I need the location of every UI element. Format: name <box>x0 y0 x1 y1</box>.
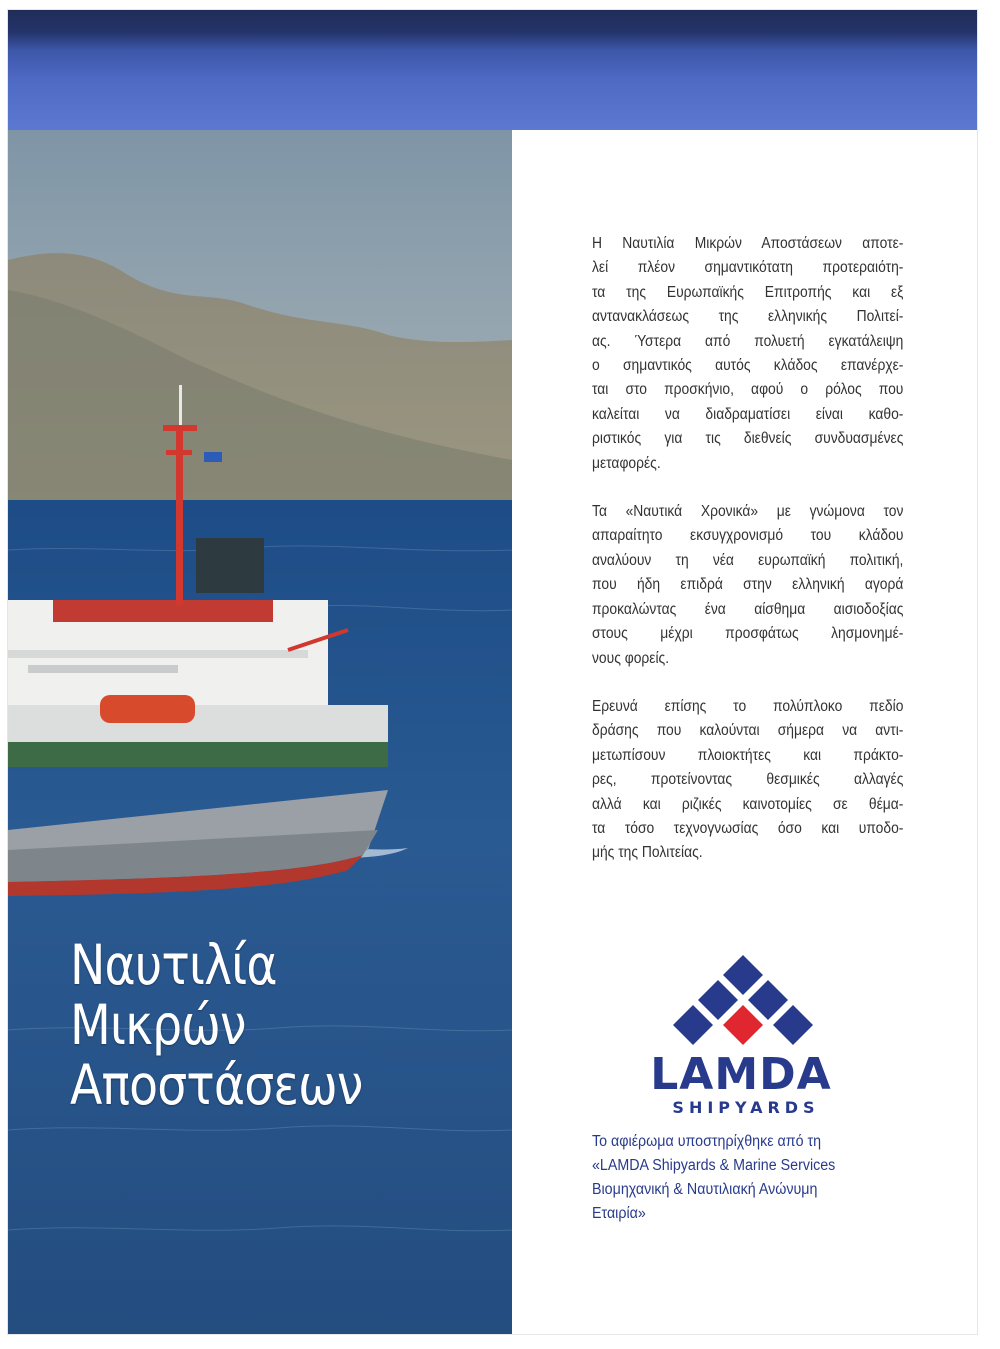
text-line: λεί πλέον σημαντικότατη προτεραιότη- <box>592 259 904 277</box>
top-color-band <box>8 10 977 130</box>
text-line: μετωπίσουν πλοιοκτήτες και πράκτο- <box>592 746 904 764</box>
logo-diamond <box>673 1005 713 1045</box>
text-line: ριστικός για τις διεθνείς συνδυασμένες <box>592 430 904 448</box>
logo-diamond <box>723 955 763 995</box>
article-paragraph <box>592 695 903 866</box>
text-line: ο σημαντικός αυτός κλάδος επανέρχε- <box>592 357 904 375</box>
cover-title-line: Μικρών <box>70 993 246 1057</box>
text-line: τα της Ευρωπαϊκής Επιτροπής και εξ <box>592 283 904 301</box>
credit-line: «LAMDA Shipyards & Marine Services <box>592 1157 836 1174</box>
text-line: ας. Ύστερα από πολυετή εγκατάλειψη <box>592 332 904 350</box>
text-line: αλλά και ριζικές καινοτομίες σε θέμα- <box>592 795 904 813</box>
logo-diamonds <box>673 955 813 1045</box>
text-line: στους μέχρι προσφάτως λησμονημέ- <box>592 625 904 643</box>
cover-title-line: Αποστάσεων <box>70 1053 363 1117</box>
text-line: δράσης που καλούνται σήμερα να αντι- <box>592 722 904 740</box>
ship-photo <box>8 130 512 1334</box>
text-line: καλείται να διαδραματίσει είναι καθο- <box>592 405 904 423</box>
credit-line: Βιομηχανική & Ναυτιλιακή Ανώνυμη <box>592 1181 818 1198</box>
text-line: αναλύουν τη νέα ευρωπαϊκή πολιτική, <box>592 551 904 569</box>
text-line: μής της Πολιτείας. <box>592 844 703 862</box>
text-line: απαραίτητο εκσυγχρονισμό του κλάδου <box>592 527 904 545</box>
cover-title <box>70 935 440 1115</box>
text-line: μεταφορές. <box>592 454 661 472</box>
text-line: Ερευνά επίσης το πολύπλοκο πεδίο <box>592 697 904 715</box>
logo-subtitle: SHIPYARDS <box>672 1098 820 1117</box>
text-line: νους φορείς. <box>592 649 670 667</box>
text-line: Η Ναυτιλία Μικρών Αποστάσεων αποτε- <box>592 235 904 252</box>
article-paragraph <box>592 232 903 476</box>
article-paragraph <box>592 500 903 671</box>
text-line: ται στο προσκήνιο, αφού ο ρόλος που <box>592 381 904 399</box>
logo-diamond <box>698 980 738 1020</box>
ship-at-sea-illustration <box>8 130 512 1334</box>
credit-line: Το αφιέρωμα υποστηρίχθηκε από τη <box>592 1133 822 1150</box>
logo-wordmark: LAMDA <box>650 1049 832 1100</box>
article-text <box>592 232 903 890</box>
logo-diamond <box>773 1005 813 1045</box>
credit-line: Εταιρία» <box>592 1205 646 1222</box>
text-line: που ήδη επιδρά στην ελληνική αγορά <box>592 576 904 594</box>
text-line: προκαλώντας ένα αίσθημα αισιοδοξίας <box>592 600 904 618</box>
text-line: ρες, προτείνοντας θεσμικές αλλαγές <box>592 771 904 789</box>
text-line: Τα «Ναυτικά Χρονικά» με γνώμονα τον <box>592 503 904 521</box>
logo-diamond-center <box>723 1005 763 1045</box>
sponsor-credit <box>592 1130 896 1226</box>
logo-diamond <box>748 980 788 1020</box>
magazine-page <box>8 10 977 1334</box>
text-line: αντανακλάσεως της ελληνικής Πολιτεί- <box>592 308 904 326</box>
cover-title-line: Ναυτιλία <box>70 933 277 997</box>
text-line: τα τόσο τεχνογνωσίας όσο και υποδο- <box>592 819 904 837</box>
